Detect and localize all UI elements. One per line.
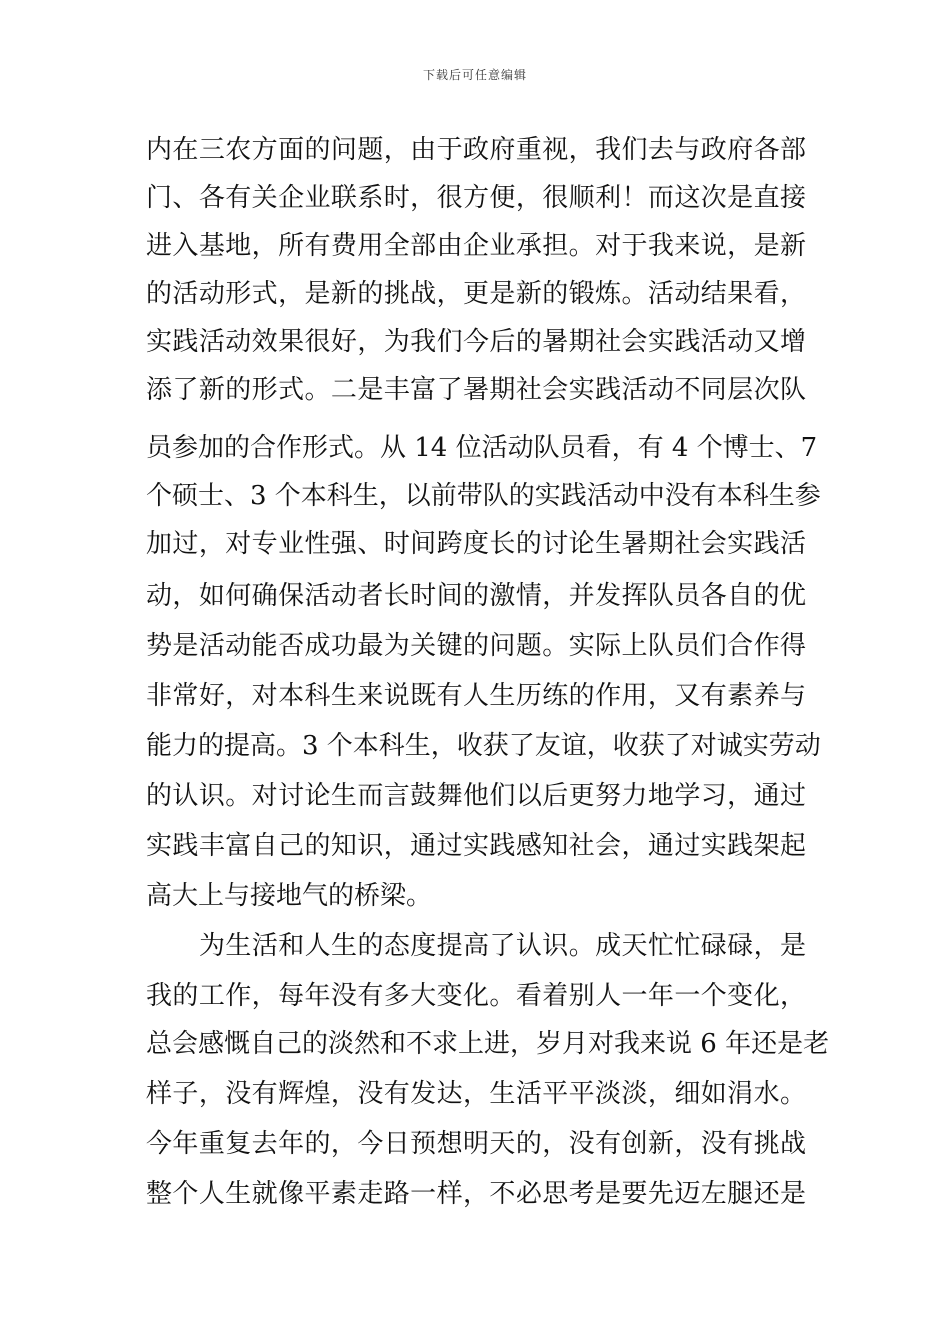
body-line: 加过，对专业性强、时间跨度长的讨论生暑期社会实践活 — [146, 529, 806, 559]
header-note: 下载后可任意编辑 — [422, 68, 527, 82]
body-line: 的认识。对讨论生而言鼓舞他们以后更努力地学习，通过 — [146, 781, 806, 811]
body-line-paragraph-end: 高大上与接地气的桥梁。 — [146, 881, 433, 911]
body-line-paragraph-start: 为生活和人生的态度提高了认识。成天忙忙碌碌，是 — [199, 931, 806, 961]
body-line: 能力的提高。3 个本科生，收获了友谊，收获了对诚实劳动 — [146, 731, 821, 761]
body-line: 添了新的形式。二是丰富了暑期社会实践活动不同层次队 — [146, 375, 806, 405]
body-line: 我的工作，每年没有多大变化。看着别人一年一个变化， — [146, 981, 806, 1011]
body-line: 今年重复去年的，今日预想明天的，没有创新，没有挑战 — [146, 1129, 806, 1159]
body-line: 动，如何确保活动者长时间的激情，并发挥队员各自的优 — [146, 581, 806, 611]
body-line: 内在三农方面的问题，由于政府重视，我们去与政府各部 — [146, 135, 806, 165]
body-line: 员参加的合作形式。从 14 位活动队员看，有 4 个博士、7 — [146, 433, 818, 463]
body-line: 势是活动能否成功最为关键的问题。实际上队员们合作得 — [146, 631, 806, 661]
body-line: 门、各有关企业联系时，很方便，很顺利！而这次是直接 — [146, 183, 806, 213]
body-line: 的活动形式，是新的挑战，更是新的锻炼。活动结果看， — [146, 279, 806, 309]
body-line: 实践活动效果很好，为我们今后的暑期社会实践活动又增 — [146, 327, 806, 357]
body-line: 样子，没有辉煌，没有发达，生活平平淡淡，细如涓水。 — [146, 1079, 806, 1109]
body-line: 非常好，对本科生来说既有人生历练的作用，又有素养与 — [146, 681, 806, 711]
body-line: 实践丰富自己的知识，通过实践感知社会，通过实践架起 — [146, 831, 806, 861]
body-line: 总会感慨自己的淡然和不求上进，岁月对我来说 6 年还是老 — [146, 1029, 830, 1059]
body-line: 整个人生就像平素走路一样，不必思考是要先迈左腿还是 — [146, 1179, 806, 1209]
body-line: 进入基地，所有费用全部由企业承担。对于我来说，是新 — [146, 231, 806, 261]
body-line: 个硕士、3 个本科生，以前带队的实践活动中没有本科生参 — [146, 481, 821, 511]
